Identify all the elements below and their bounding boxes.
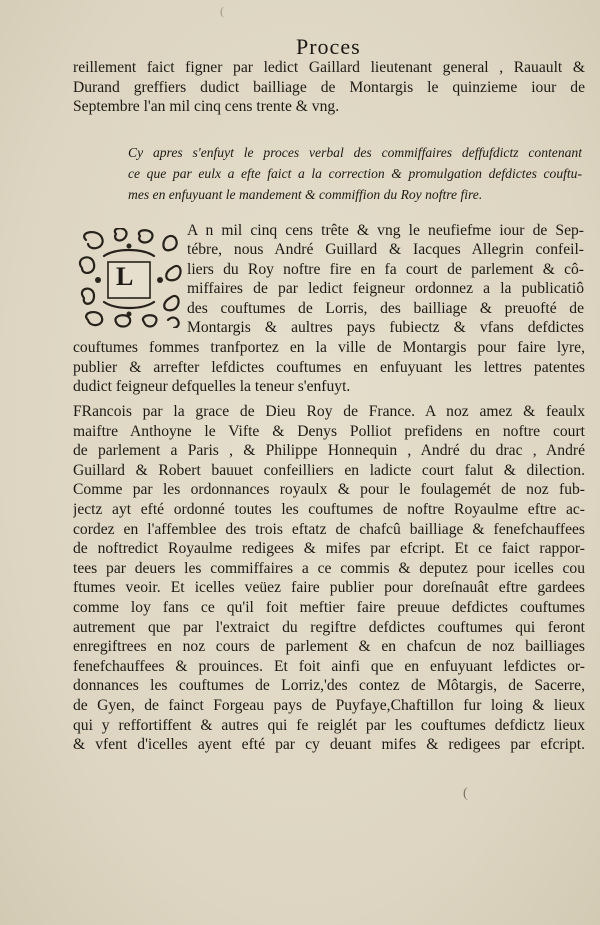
text-line: de noftredict Royaulme redigees & mifes par efcript. Et ce faict rappor- (73, 540, 585, 558)
text-line: maiftre Anthoyne le Vifte & Denys Polliot prefidens en noftre court (73, 422, 585, 440)
text-line: tébre, nous André Guillard & Iacques Allegrin confeil- (187, 241, 584, 259)
text-line: des couftumes de Lorris, des bailliage & preuofté de (187, 299, 584, 317)
text-line: Septembre l'an mil cinq cens trente & vng. (73, 98, 340, 116)
text-line: FRancois par la grace de Dieu Roy de France. A noz amez & feaulx (73, 403, 585, 420)
text-line: comme loy fans ce qu'il foit meftier faire preuue defdictes couftumes (73, 598, 585, 616)
royal-letters (73, 402, 585, 755)
text-line: Guillard & Robert bauuet confeilliers en ladicte court falut & dilection. (73, 461, 585, 479)
opening-paragraph (73, 58, 585, 117)
initial-letter: L (116, 262, 134, 291)
text-line: reillement faict figner par ledict Gaillard lieutenant general , Rauault & (73, 59, 585, 76)
rubric-line: ce que par eulx a efte faict a la correction & promulgation defdictes couftu- (128, 166, 582, 181)
opening-procedure-lines (187, 221, 584, 337)
text-line: A n mil cinq cens trête & vng le neufiefme iour de Sep- (187, 222, 584, 239)
text-line: couftumes fommes tranfportez en la ville de Montargis pour faire lyre, (73, 339, 585, 356)
text-line: publier & arrefter lefdictes couftumes en enfuyuant les lettres patentes (73, 358, 585, 376)
rubric-line: mes en enfuyuant le mandement & commiffion du Roy noftre fire. (128, 187, 483, 202)
rubric-paragraph (128, 142, 582, 205)
text-line: liers du Roy noftre fire en fa court de parlement & cô- (187, 260, 584, 278)
text-line: ftumes veoir. Et icelles veüez faire publier pour doreſnauât eftre gardees (73, 579, 585, 597)
text-line: de parlement a Paris , & Philippe Honnequin , André du drac , André (73, 442, 585, 460)
rubric-line: Cy apres s'enfuyt le proces verbal des commiffaires deffufdictz contenant (128, 145, 582, 160)
text-line: qui y reffortiffent & autres qui fe reiglét par les couftumes defdictz lieux (73, 716, 585, 734)
text-line: fenefchauffees & prouinces. Et foit ainfi que en enfuyuant lefdictes or- (73, 657, 585, 675)
text-line: Durand greffiers dudict bailliage de Montargis le quinzieme iour de (73, 78, 585, 96)
text-line: Comme par les ordonnances royaulx & pour le foulagemét de noz fub- (73, 481, 585, 499)
text-line: & vfent d'icelles ayent efté par cy deuant mifes & redigees par efcript. (73, 736, 585, 754)
text-line: donnances les couftumes de Lorriz,'des contez de Môtargis, de Sacerre, (73, 677, 585, 695)
text-line: Montargis & aultres pays fubiectz & vfans defdictes (187, 319, 584, 337)
text-line: enregiftrees en noz cours de parlement & en chafcun de noz bailliages (73, 638, 585, 656)
text-line: autrement que par l'extraict du regiftre defdictes couftumes qui feront (73, 618, 585, 636)
running-head: Proces (296, 34, 361, 59)
procedure-continuation (73, 338, 585, 397)
text-line: tees par deuers les commiffaires a ce commis & deputez pour icelles cou (73, 559, 585, 577)
page-mark-bottom: ( (463, 786, 468, 801)
text-line: miffaires de par ledict feigneur ordonnez a la publicatiô (187, 280, 584, 298)
text-line: cordez en l'affemblee des trois eftatz de chafcû bailliage & fenefchauffees (73, 520, 585, 538)
page-mark: ( (220, 4, 224, 18)
text-line: de Gyen, de fainct Forgeau pays de Puyfaye,Chaftillon fur loing & lieux (73, 696, 585, 714)
text-line: jectz ayt efté ordonné toutes les couftumes de noftre Royaulme eftre ac- (73, 500, 585, 518)
text-line: dudict feigneur defquelles la teneur s'enfuyt. (73, 378, 351, 396)
